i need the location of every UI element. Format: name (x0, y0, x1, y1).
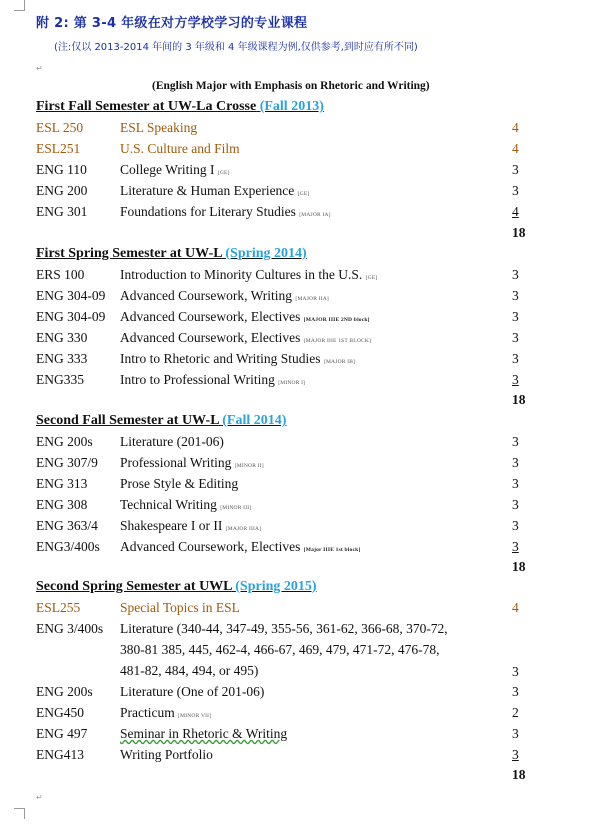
course-title: 380-81 385, 445, 462-4, 466-67, 469, 479, 471-72, 476-78, (120, 642, 440, 657)
course-credits: 2 (512, 705, 519, 720)
course-row (36, 539, 556, 559)
paragraph-mark: ↵ (36, 64, 43, 73)
course-code: ESL251 (36, 141, 81, 156)
semester-label: First Spring Semester at UW-L (36, 246, 222, 261)
course-title: Advanced Coursework, Writing [MAJOR IIA] (120, 288, 329, 303)
course-title: Literature & Human Experience [GE] (120, 183, 310, 198)
course-code: ENG 313 (36, 476, 88, 491)
course-row (36, 372, 556, 392)
course-row (36, 351, 556, 371)
course-tag: [MAJOR IB] (323, 359, 356, 365)
course-row-continued (36, 663, 556, 683)
course-code: ENG3/400s (36, 539, 100, 554)
course-row (36, 330, 556, 350)
semester-total: 18 (512, 559, 526, 574)
chinese-title: 附 2: 第 3-4 年级在对方学校学习的专业课程 (36, 16, 308, 31)
course-code: ENG 200 (36, 183, 88, 198)
course-title: Shakespeare I or II [MAJOR IIIA] (120, 518, 262, 533)
course-title: Seminar in Rhetoric & Writing (120, 726, 288, 741)
course-tag: [GE] (297, 191, 310, 197)
course-title: 481-82, 484, 494, or 495) (120, 663, 259, 678)
course-code: ENG 304-09 (36, 288, 106, 303)
course-code: ENG 110 (36, 162, 87, 177)
course-credits: 3 (512, 455, 519, 470)
course-tag: [MINOR I] (278, 380, 306, 386)
course-title: Foundations for Literary Studies [MAJOR IA] (120, 204, 331, 219)
course-tag: [MAJOR IA] (299, 212, 331, 218)
course-code: ENG413 (36, 747, 84, 762)
course-row (36, 455, 556, 475)
paragraph-mark: ↵ (36, 793, 43, 802)
course-row (36, 747, 556, 767)
course-title: Intro to Rhetoric and Writing Studies [MAJOR IB] (120, 351, 356, 366)
semester-total: 18 (512, 225, 526, 240)
course-tag: [MINOR VII] (178, 713, 212, 719)
course-tag: [MAJOR IIIA] (225, 526, 262, 532)
course-code: ENG 497 (36, 726, 88, 741)
course-row (36, 434, 556, 454)
course-credits: 3 (512, 539, 519, 554)
course-code: ENG335 (36, 372, 84, 387)
course-credits: 4 (512, 120, 519, 135)
course-credits: 4 (512, 600, 519, 615)
course-code: ESL255 (36, 600, 81, 615)
course-row (36, 183, 556, 203)
course-row (36, 476, 556, 496)
course-credits: 3 (512, 330, 519, 345)
semester-label: Second Fall Semester at UW-L (36, 413, 219, 428)
chinese-note: (注:仅以 2013-2014 年间的 3 年级和 4 年级课程为例,仅供参考,到时应有所不同) (54, 42, 418, 53)
course-title: Prose Style & Editing (120, 476, 239, 491)
course-row (36, 705, 556, 725)
course-row (36, 204, 556, 224)
course-title: Advanced Coursework, Electives [MAJOR IIIE 1ST BLOCK] (120, 330, 372, 345)
course-title: Literature (340-44, 347-49, 355-56, 361-62, 366-68, 370-72, (120, 621, 448, 636)
course-credits: 4 (512, 204, 519, 219)
course-title: College Writing I [GE] (120, 162, 230, 177)
course-credits: 3 (512, 664, 519, 679)
course-row (36, 309, 556, 329)
course-tag: [MAJOR IIIE 2ND block] (303, 317, 370, 323)
course-row (36, 600, 556, 620)
semester-heading-fall-2013 (36, 99, 324, 115)
course-title: Advanced Coursework, Electives [MAJOR IIIE 2ND block] (120, 309, 370, 324)
course-code: ENG 200s (36, 684, 93, 699)
course-code: ENG 200s (36, 434, 93, 449)
course-title: U.S. Culture and Film (120, 141, 240, 156)
major-heading: (English Major with Emphasis on Rhetoric and Writing) (152, 80, 430, 92)
semester-term-link[interactable]: (Spring 2015) (235, 579, 317, 594)
semester-heading-spring-2014 (36, 246, 307, 262)
course-title: Advanced Coursework, Electives [Major IIIE 1st block] (120, 539, 361, 554)
course-title: ESL Speaking (120, 120, 198, 135)
course-title: Literature (201-06) (120, 434, 224, 449)
course-code: ENG 330 (36, 330, 88, 345)
course-code: ENG 363/4 (36, 518, 98, 533)
course-row (36, 684, 556, 704)
course-credits: 3 (512, 497, 519, 512)
course-credits: 3 (512, 351, 519, 366)
course-title: Writing Portfolio (120, 747, 213, 762)
course-row (36, 267, 556, 287)
course-title: Literature (One of 201-06) (120, 684, 265, 699)
semester-label: First Fall Semester at UW-La Crosse (36, 99, 257, 114)
course-row (36, 726, 556, 746)
course-title: Professional Writing [MINOR II] (120, 455, 264, 470)
course-tag: [MAJOR IIA] (295, 296, 329, 302)
course-code: ENG 3/400s (36, 621, 104, 636)
course-code: ENG 308 (36, 497, 88, 512)
course-credits: 3 (512, 183, 519, 198)
course-credits: 3 (512, 288, 519, 303)
course-code: ENG 307/9 (36, 455, 98, 470)
course-credits: 3 (512, 162, 519, 177)
semester-label: Second Spring Semester at UWL (36, 579, 232, 594)
course-credits: 3 (512, 309, 519, 324)
page-corner-mark (14, 0, 25, 11)
course-row-continued (36, 642, 556, 662)
course-code: ENG 301 (36, 204, 88, 219)
course-code: ENG 304-09 (36, 309, 106, 324)
course-row (36, 497, 556, 517)
course-credits: 3 (512, 267, 519, 282)
semester-heading-fall-2014 (36, 413, 286, 429)
course-title: Introduction to Minority Cultures in the U.S. [GE] (120, 267, 378, 282)
course-title: Technical Writing [MINOR III] (120, 497, 252, 512)
course-row (36, 162, 556, 182)
course-tag: [Major IIIE 1st block] (303, 547, 361, 553)
course-tag: [GE] (217, 170, 230, 176)
course-credits: 3 (512, 518, 519, 533)
course-credits: 3 (512, 726, 519, 741)
course-row (36, 141, 556, 161)
course-credits: 3 (512, 747, 519, 762)
course-credits: 3 (512, 434, 519, 449)
course-row (36, 120, 556, 140)
semester-total: 18 (512, 392, 526, 407)
semester-term-link[interactable]: (Fall 2014) (222, 413, 287, 428)
course-credits: 3 (512, 684, 519, 699)
course-row (36, 518, 556, 538)
semester-term-link[interactable]: (Spring 2014) (225, 246, 307, 261)
course-code: ERS 100 (36, 267, 85, 282)
course-title: Practicum [MINOR VII] (120, 705, 212, 720)
semester-heading-spring-2015 (36, 579, 317, 595)
course-row (36, 621, 556, 641)
semester-term-link[interactable]: (Fall 2013) (259, 99, 324, 114)
course-code: ENG 333 (36, 351, 88, 366)
course-code: ENG450 (36, 705, 84, 720)
course-title: Special Topics in ESL (120, 600, 240, 615)
course-title: Intro to Professional Writing [MINOR I] (120, 372, 306, 387)
course-tag: [GE] (365, 275, 378, 281)
page-corner-mark-bottom (14, 808, 25, 819)
course-tag: [MINOR II] (234, 463, 264, 469)
course-credits: 3 (512, 476, 519, 491)
course-row (36, 288, 556, 308)
semester-total: 18 (512, 767, 526, 782)
course-tag: [MAJOR IIIE 1ST BLOCK] (303, 338, 372, 344)
course-credits: 3 (512, 372, 519, 387)
course-credits: 4 (512, 141, 519, 156)
course-code: ESL 250 (36, 120, 84, 135)
course-tag: [MINOR III] (220, 505, 252, 511)
